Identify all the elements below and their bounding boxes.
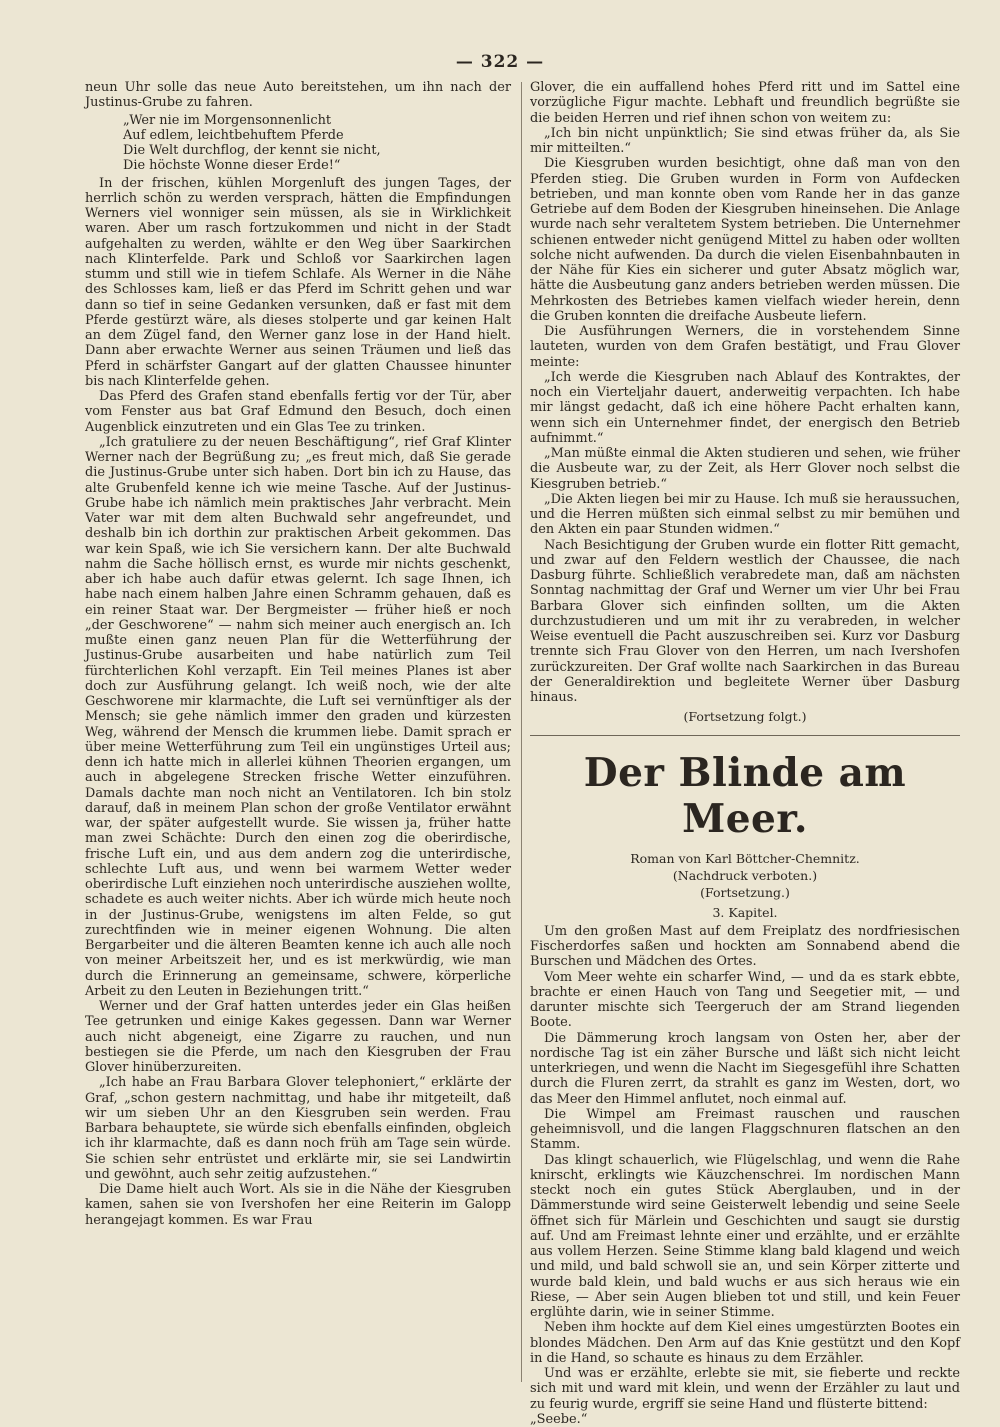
paragraph: Die Wimpel am Freimast rauschen und rauschen geheimnisvoll, und die langen Flaggschnuren flatschen an den Stamm.: [530, 1106, 960, 1153]
paragraph: Glover, die ein auffallend hohes Pferd ritt und im Sattel eine vorzügliche Figur machte. Lebhaft und freundlich begrüßte sie die beiden Herren und rief ihnen schon von weitem zu:: [530, 80, 960, 126]
paragraph: „Die Akten liegen bei mir zu Hause. Ich muß sie heraussuchen, und die Herren müßten sich einmal selbst zu mir bemühen und den Akten ein paar Stunden widmen.“: [530, 491, 960, 538]
byline: Roman von Karl Böttcher-Chemnitz.: [630, 850, 860, 866]
paragraph: Die Dämmerung kroch langsam von Osten her, aber der nordische Tag ist ein zäher Bursche und läßt sich nicht leicht unterkriegen, und wenn die Nacht im Siegesgefühl ihre Schatten durch die Fluren zerrt, da strahlt es ganz im Westen, dort, wo das Meer den Himmel anflutet, noch einmal auf.: [530, 1030, 960, 1107]
paragraph: Die Ausführungen Werners, die in vorstehendem Sinne lauteten, wurden von dem Grafen bestätigt, und Frau Glover meinte:: [530, 324, 960, 370]
chapter-heading: 3. Kapitel.: [712, 904, 778, 920]
paragraph: „Ich werde die Kiesgruben nach Ablauf des Kontraktes, der noch ein Vierteljahr dauert, anderweitig verpachten. Ich habe mir längst gedacht, daß ich eine höhere Pacht erhalten kann, wenn sich ein Unternehmer findet, der energisch den Betrieb aufnimmt.“: [530, 369, 960, 446]
right-column: [530, 80, 960, 1427]
paragraph: Um den großen Mast auf dem Freiplatz des nordfriesischen Fischerdorfes saßen und hockten am Sonnabend abend die Burschen und Mädchen des Ortes.: [530, 923, 960, 970]
paragraph: „Ich bin nicht unpünktlich; Sie sind etwas früher da, als Sie mir mitteilten.“: [530, 125, 960, 156]
left-column: [85, 80, 511, 1390]
paragraph: Neben ihm hockte auf dem Kiel eines umgestürzten Bootes ein blondes Mädchen. Den Arm auf das Knie gestützt und den Kopf in die Hand, so schaute es hinaus zu dem Erzähler.: [530, 1320, 960, 1366]
novel-title: Der Blinde am Meer.: [583, 749, 907, 842]
paragraph: Die Kiesgruben wurden besichtigt, ohne daß man von den Pferden stieg. Die Gruben wurden in Form von Aufdecken betrieben, und man konnte oben vom Rande her in das ganze Getriebe auf dem Boden der Kiesgruben hineinsehen. Die Anlage wurde nach sehr veraltetem System betrieben. Die Unternehmer schienen entweder nicht genügend Mittel zu haben oder wollten solche nicht aufwenden. Da durch die vielen Eisenbahnbauten in der Nähe für Kies ein sicherer und guter Absatz möglich war, hätte die Ausbeutung ganz anders betrieben werden müssen. Die Mehrkosten des Betriebes kamen vielfach wieder herein, denn die Gruben konnten die dreifache Ausbeute liefern.: [530, 156, 960, 324]
paragraph: „Man müßte einmal die Akten studieren und sehen, wie früher die Ausbeute war, zu der Zeit, als Herr Glover noch selbst die Kiesgruben betrieb.“: [530, 446, 960, 492]
column-divider: [521, 82, 522, 1382]
paragraph: Vom Meer wehte ein scharfer Wind, — und da es stark ebbte, brachte er einen Hauch von Tang und Seegetier mit, — und darunter mischte sich Teergeruch der am Strand liegenden Boote.: [530, 969, 960, 1031]
continuation-note: (Fortsetzung folgt.): [683, 709, 807, 725]
paragraph: „Seebe.“: [530, 1411, 588, 1427]
paragraph: Nach Besichtigung der Gruben wurde ein flotter Ritt gemacht, und zwar auf den Feldern westlich der Chaussee, die nach Dasburg führte. Schließlich verabredete man, daß am nächsten Sonntag nachmittag der Graf und Werner um vier Uhr bei Frau Barbara Glover sich einfinden sollten, um die Akten durchzustudieren und um mit ihr zu verabreden, in welcher Weise eventuell die Pacht auszuschreiben sei. Kurz vor Dasburg trennte sich Frau Glover von den Herren, um nach Ivershofen zurückzureiten. Der Graf wollte nach Saarkirchen in das Bureau der Generaldirektion und begleitete Werner über Dasburg hinaus.: [530, 537, 960, 705]
poem-line: „Wer nie im Morgensonnenlicht: [123, 112, 332, 128]
poem: [123, 113, 511, 174]
poem-line: Die Welt durchflog, der kennt sie nicht,: [123, 143, 381, 158]
paragraph: Die Dame hielt auch Wort. Als sie in die Nähe der Kiesgruben kamen, sahen sie von Ivershofen her eine Reiterin im Galopp herangejagt kommen. Es war Frau: [85, 1182, 511, 1228]
copyright-notice: (Nachdruck verboten.): [672, 867, 818, 883]
paragraph: Werner und der Graf hatten unterdes jeder ein Glas heißen Tee getrunken und einige Kakes gegessen. Dann war Werner auch nicht abgeneigt, eine Zigarre zu rauchen, und nun bestiegen sie die Pferde, um nach den Kiesgruben der Frau Glover hinüberzureiten.: [85, 999, 511, 1075]
paragraph: Und was er erzählte, erlebte sie mit, sie fieberte und reckte sich mit und ward mit klein, und wenn der Erzähler zu laut und zu feurig wurde, ergriff sie seine Hand und flüsterte bittend:: [530, 1366, 960, 1412]
paragraph: „Ich habe an Frau Barbara Glover telephoniert,“ erklärte der Graf, „schon gestern nachmittag, und habe ihr mitgeteilt, daß wir um sieben Uhr an den Kiesgruben sein werden. Frau Barbara behauptete, sie würde sich ebenfalls einfinden, obgleich ich ihr klarmachte, daß es dann noch früh am Tage sein würde. Sie schien sehr entrüstet und erklärte mir, sie sei Landwirtin und gewöhnt, auch sehr zeitig aufzustehen.“: [85, 1075, 511, 1182]
poem-line: Die höchste Wonne dieser Erde!“: [123, 158, 341, 174]
page-number: — 322 —: [455, 52, 545, 72]
paragraph: „Ich gratuliere zu der neuen Beschäftigung“, rief Graf Klinter Werner nach der Begrüßung zu; „es freut mich, daß Sie gerade die Justinus-Grube unter sich haben. Dort bin ich zu Hause, das alte Grubenfeld kenne ich wie meine Tasche. Auf der Justinus-Grube habe ich nämlich mein praktisches Jahr verbracht. Mein Vater war mit dem alten Buchwald sehr angefreundet, und deshalb bin ich dorthin zur praktischen Arbeit gekommen. Das war kein Spaß, wie ich Sie versichern kann. Der alte Buchwald nahm die Sache höllisch ernst, es wurde mir nichts geschenkt, aber ich habe auch dafür etwas gelernt. Ich sage Ihnen, ich habe nach einem halben Jahre einen Schramm gehauen, daß es ein reiner Staat war. Der Bergmeister — früher hieß er noch „der Geschworene“ — nahm sich meiner auch energisch an. Ich mußte einen ganz neuen Plan für die Wetterführung der Justinus-Grube ausarbeiten und habe natürlich zum Teil fürchterlichen Kohl verzapft. Ein Teil meines Planes ist aber doch zur Ausführung gelangt. Ich weiß noch, wie der alte Geschworene mir klarmachte, die Luft sei vernünftiger als der Mensch; sie gehe nämlich immer den graden und kürzesten Weg, während der Mensch die krummen liebe. Damit sprach er über meine Wetterführung zum Teil ein ungünstiges Urteil aus; denn ich hatte mich in allerlei kühnen Theorien ergangen, um auch in abgelegene Strecken frische Wetter einzuführen. Damals dachte man noch nicht an Ventilatoren. Ich bin stolz darauf, daß in meinem Plan schon der große Ventilator erwähnt war, der später aufgestellt wurde. Sie wissen ja, früher hatte man zwei Schächte: Durch den einen zog die oberirdische, frische Luft ein, und aus dem andern zog die unterirdische, schlechte Luft aus, und wenn bei warmem Wetter weder oberirdische Luft einziehen noch unterirdische ausziehen wollte, schadete es auch weiter nichts. Aber ich würde mich heute noch in der Justinus-Grube, wenigstens im alten Felde, so gut zurechtfinden wie in meiner eigenen Wohnung. Die alten Bergarbeiter und die älteren Beamten kenne ich auch alle noch von meiner Arbeitszeit her, und es ist merkwürdig, wie man durch die Erinnerung an gemeinsame, schwere, körperliche Arbeit zu den Leuten in Beziehungen tritt.“: [85, 434, 511, 999]
paragraph: In der frischen, kühlen Morgenluft des jungen Tages, der herrlich schön zu werden versprach, hätten die Empfindungen Werners viel wonniger sein müssen, als sie in Wirklichkeit waren. Aber um rasch fortzukommen und nicht in der Stadt aufgehalten zu werden, wählte er den Weg über Saarkirchen nach Klinterfelde. Park und Schloß vor Saarkirchen lagen stumm und still wie in tiefem Schlafe. Als Werner in die Nähe des Schlosses kam, ließ er das Pferd im Schritt gehen und war dann so tief in seine Gedanken versunken, daß er fast mit dem Pferde gestürzt wäre, als dieses stolperte und gar keinen Halt an dem Zügel fand, den Werner ganz lose in der Hand hielt. Dann aber erwachte Werner aus seinen Träumen und ließ das Pferd in schärfster Gangart auf der glatten Chaussee hinunter bis nach Klinterfelde gehen.: [85, 175, 511, 389]
paragraph: neun Uhr solle das neue Auto bereitstehen, um ihn nach der Justinus-Grube zu fahren.: [85, 80, 511, 111]
paragraph: Das klingt schauerlich, wie Flügelschlag, und wenn die Rahe knirscht, erklingts wie Käuzchenschrei. Im nordischen Mann steckt noch ein gutes Stück Aberglauben, und in der Dämmerstunde wird seine Geisterwelt lebendig und seine Seele öffnet sich für Märlein und Geschichten und saugt sie durstig auf. Und am Freimast lehnte einer und erzählte, und er erzählte aus vollem Herzen. Seine Stimme klang bald klagend und weich und mild, und bald schwoll sie an, und sein Körper zitterte und wurde bald klein, und bald wuchs er aus sich heraus wie ein Riese, — Aber sein Augen blieben tot und still, und kein Feuer erglühte darin, wie in seiner Stimme.: [530, 1152, 960, 1320]
paragraph: Das Pferd des Grafen stand ebenfalls fertig vor der Tür, aber vom Fenster aus bat Graf Edmund den Besuch, doch einen Augenblick einzutreten und ein Glas Tee zu trinken.: [85, 389, 511, 435]
continuation-label: (Fortsetzung.): [700, 884, 790, 900]
poem-line: Auf edlem, leichtbehuftem Pferde: [123, 127, 344, 143]
section-rule: [530, 735, 960, 736]
